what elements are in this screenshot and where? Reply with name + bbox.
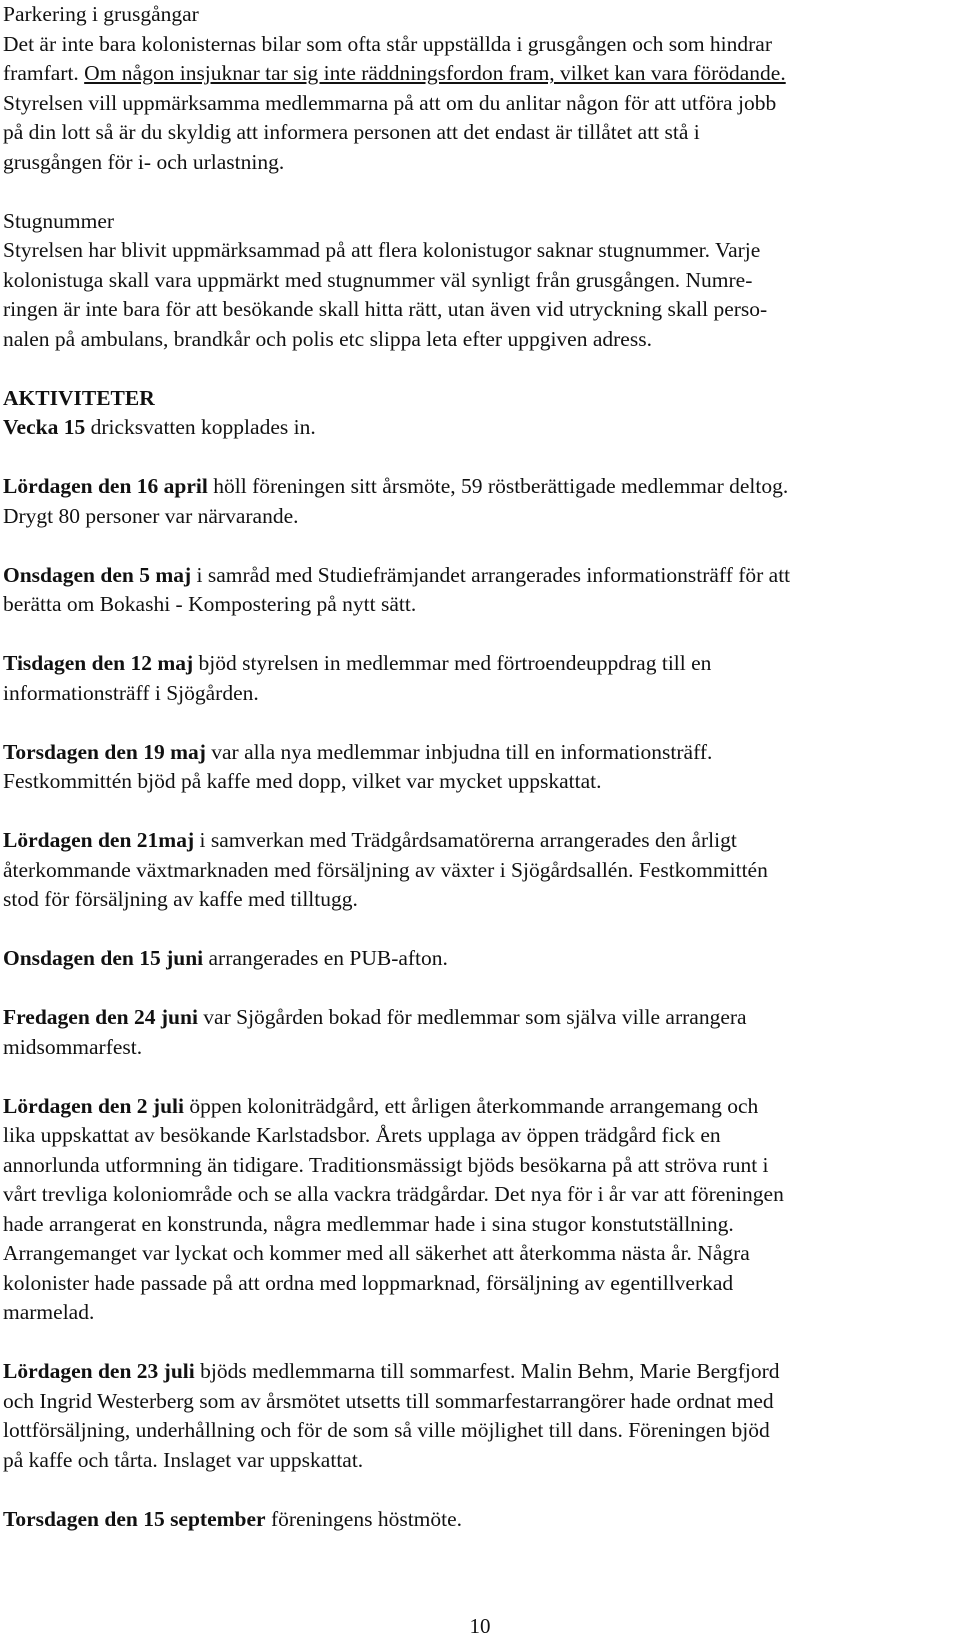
activity-date: Fredagen den 24 juni — [3, 1005, 198, 1029]
activity-text: dricksvatten kopplades in. — [85, 415, 316, 439]
activity-date: Lördagen den 23 juli — [3, 1359, 195, 1383]
activity-date: Vecka 15 — [3, 415, 86, 439]
stugnummer-line: kolonistuga skall vara uppmärkt med stugnummer väl synligt från grusgången. Numre- — [3, 267, 753, 292]
activity-text: arrangerades en PUB-afton. — [203, 946, 448, 970]
activity-text: var alla nya medlemmar inbjudna till en informationsträff. — [205, 739, 713, 764]
activity-text: bjöds medlemmarna till sommarfest. Malin Behm, Marie Bergfjord — [194, 1359, 780, 1383]
activity-text: var Sjögården bokad för medlemmar som själva ville arrangera — [197, 1005, 747, 1029]
activity-item — [3, 561, 928, 620]
parking-line: Styrelsen vill uppmärksamma medlemmarna på att om du anlitar någon för att utföra jobb — [3, 90, 777, 115]
parking-line: på din lott så är du skyldig att informera personen att det endast är tillåtet att stå i — [3, 120, 700, 144]
activity-item — [3, 413, 928, 443]
parking-line: Det är inte bara kolonisternas bilar som ofta står uppställda i grusgången och som hindrar — [3, 31, 773, 56]
activities-list — [3, 413, 928, 1534]
parking-underlined-text: Om någon insjuknar tar sig inte räddningsfordon fram, vilket kan vara förödande. — [84, 61, 786, 85]
parking-line — [3, 59, 928, 89]
activity-line — [3, 1446, 928, 1476]
stugnummer-line: nalen på ambulans, brandkår och polis etc slippa leta efter uppgiven adress. — [3, 326, 652, 351]
activity-text: öppen koloniträdgård, ett årligen återkommande arrangemang och — [184, 1093, 759, 1118]
activity-item — [3, 826, 928, 915]
spacer — [3, 354, 928, 384]
stugnummer-section — [3, 207, 928, 355]
activity-line — [3, 856, 928, 886]
activity-line — [3, 649, 928, 679]
parking-heading: Parkering i grusgångar — [3, 2, 199, 26]
activity-date: Tisdagen den 12 maj — [3, 651, 194, 675]
activity-text: i samråd med Studiefrämjandet arrangerades informationsträff för att — [191, 562, 791, 587]
activity-text: marmelad. — [3, 1300, 95, 1324]
activity-text: lottförsäljning, underhållning och för de som så ville möjlighet till dans. Föreningen bjöd — [3, 1418, 770, 1442]
activity-item — [3, 472, 928, 531]
activity-text: annorlunda utformning än tidigare. Traditionsmässigt bjöds besökarna på att ströva runt i — [3, 1152, 769, 1177]
activity-item — [3, 1357, 928, 1475]
activity-item — [3, 738, 928, 797]
activity-date: Onsdagen den 5 maj — [3, 562, 192, 587]
activity-line — [3, 1269, 928, 1299]
activity-line — [3, 1505, 928, 1535]
spacer — [3, 974, 928, 1004]
activity-text: informationsträff i Sjögården. — [3, 680, 259, 705]
activity-text: Festkommittén bjöd på kaffe med dopp, vilket var mycket uppskattat. — [3, 769, 602, 793]
parking-line: grusgången för i- och urlastning. — [3, 149, 285, 174]
activities-section — [3, 384, 928, 1535]
activity-date: Torsdagen den 15 september — [3, 1506, 266, 1531]
activity-text: midsommarfest. — [3, 1034, 143, 1059]
spacer — [3, 797, 928, 827]
spacer — [3, 443, 928, 473]
activity-line — [3, 472, 928, 502]
parking-text: framfart. — [3, 61, 85, 85]
activity-line — [3, 1180, 928, 1210]
document-page — [3, 0, 928, 1534]
activity-text: och Ingrid Westerberg som av årsmötet utsetts till sommarfestarrangörer hade ordnat med — [3, 1388, 774, 1413]
spacer — [3, 1475, 928, 1505]
activity-text: Drygt 80 personer var närvarande. — [3, 503, 299, 528]
activity-date: Torsdagen den 19 maj — [3, 739, 206, 764]
activities-heading-text: AKTIVITETER — [3, 385, 155, 410]
activity-text: Arrangemanget var lyckat och kommer med all säkerhet att återkomma nästa år. Några — [3, 1241, 750, 1265]
activities-heading — [3, 384, 928, 414]
activity-text: i samverkan med Trädgårdsamatörerna arrangerades den årligt — [194, 828, 737, 852]
stugnummer-line: ringen är inte bara för att besökande skall hitta rätt, utan även vid utryckning skall perso- — [3, 297, 768, 321]
activity-text: bjöd styrelsen in medlemmar med förtroendeuppdrag till en — [193, 651, 712, 675]
activity-date: Lördagen den 16 april — [3, 474, 208, 498]
activity-item — [3, 1092, 928, 1328]
activity-text: föreningens höstmöte. — [265, 1506, 463, 1531]
parking-section — [3, 0, 928, 177]
activity-date: Onsdagen den 15 juni — [3, 946, 204, 970]
spacer — [3, 531, 928, 561]
activity-text: lika uppskattat av besökande Karlstadsbor. Årets upplaga av öppen trädgård fick en — [3, 1123, 721, 1147]
activity-line — [3, 679, 928, 709]
activity-line — [3, 885, 928, 915]
activity-line — [3, 561, 928, 591]
activity-line — [3, 1357, 928, 1387]
activity-line — [3, 413, 928, 443]
stugnummer-line: Styrelsen har blivit uppmärksammad på att flera kolonistugor saknar stugnummer. Varje — [3, 238, 761, 262]
activity-line — [3, 1121, 928, 1151]
activity-line — [3, 1092, 928, 1122]
activity-text: kolonister hade passade på att ordna med loppmarknad, försäljning av egentillverkad — [3, 1270, 734, 1295]
spacer — [3, 177, 928, 207]
activity-line — [3, 1239, 928, 1269]
activity-text: höll föreningen sitt årsmöte, 59 röstberättigade medlemmar deltog. — [207, 474, 789, 498]
page-number: 10 — [469, 1614, 491, 1638]
activity-line — [3, 1416, 928, 1446]
spacer — [3, 1328, 928, 1358]
activity-line — [3, 944, 928, 974]
activity-date: Lördagen den 2 juli — [3, 1093, 184, 1118]
activity-line — [3, 502, 928, 532]
activity-line — [3, 738, 928, 768]
activity-date: Lördagen den 21maj — [3, 828, 195, 852]
activity-line — [3, 826, 928, 856]
stugnummer-heading: Stugnummer — [3, 208, 115, 233]
activity-line — [3, 1033, 928, 1063]
activity-line — [3, 1151, 928, 1181]
activity-item — [3, 1003, 928, 1062]
activity-text: vårt trevliga koloniområde och se alla vackra trädgårdar. Det nya för i år var att föreningen — [3, 1182, 784, 1206]
activity-item — [3, 944, 928, 974]
activity-line — [3, 1210, 928, 1240]
activity-line — [3, 767, 928, 797]
spacer — [3, 915, 928, 945]
activity-item — [3, 649, 928, 708]
activity-line — [3, 590, 928, 620]
activity-text: på kaffe och tårta. Inslaget var uppskattat. — [3, 1447, 364, 1472]
activity-item — [3, 1505, 928, 1535]
spacer — [3, 620, 928, 650]
activity-line — [3, 1387, 928, 1417]
spacer — [3, 1062, 928, 1092]
spacer — [3, 708, 928, 738]
activity-text: återkommande växtmarknaden med försäljning av växter i Sjögårdsallén. Festkommittén — [3, 857, 768, 882]
activity-text: stod för försäljning av kaffe med tilltugg. — [3, 887, 358, 911]
activity-line — [3, 1298, 928, 1328]
activity-text: berätta om Bokashi - Kompostering på nytt sätt. — [3, 592, 417, 616]
activity-text: hade arrangerat en konstrunda, några medlemmar hade i sina stugor konstutställning. — [3, 1211, 734, 1236]
activity-line — [3, 1003, 928, 1033]
